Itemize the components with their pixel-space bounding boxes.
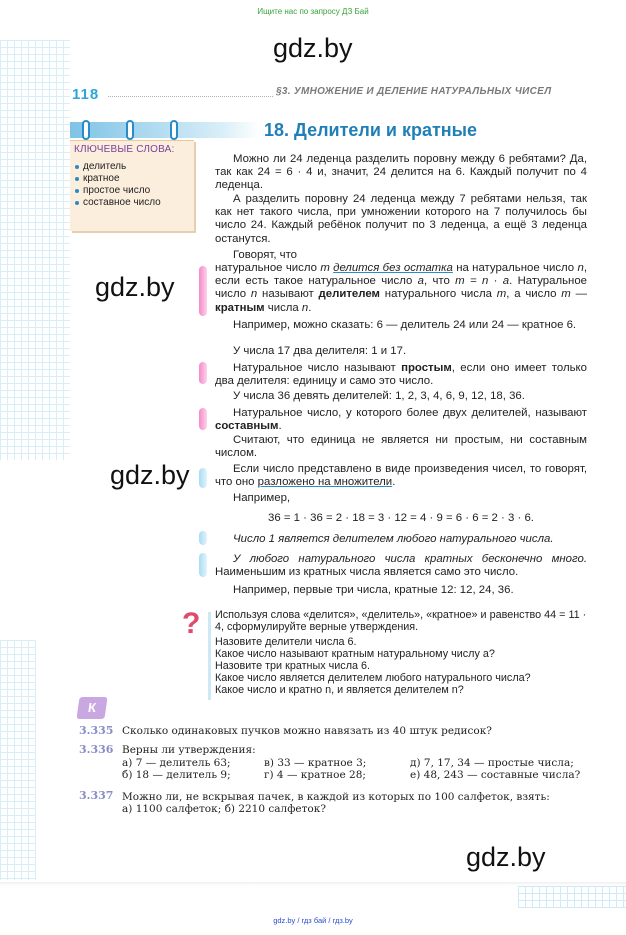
question-item: Назовите делители числа 6. bbox=[215, 636, 357, 648]
var-m: m bbox=[320, 262, 330, 274]
text-fragment: . bbox=[308, 301, 312, 314]
statement-multiples bbox=[215, 553, 587, 579]
exercise-number: 3.337 bbox=[79, 789, 114, 802]
exercise-option: д) 7, 17, 34 — простые числа; bbox=[410, 757, 574, 769]
exercise-number: 3.335 bbox=[79, 724, 114, 737]
grid-decoration-left bbox=[0, 40, 70, 460]
exercise-line: а) 1100 салфеток; б) 2210 салфеток? bbox=[122, 803, 326, 815]
watermark-top: gdz.by bbox=[273, 33, 353, 63]
page-number: 118 bbox=[72, 86, 100, 103]
var-n: n bbox=[301, 301, 309, 314]
watermark-left-middle: gdz.by bbox=[110, 460, 190, 490]
var-m: m bbox=[561, 288, 571, 301]
text-fragment: Наименьшим из кратных числа является само это число. bbox=[215, 566, 519, 579]
paragraph: У числа 36 девять делителей: 1, 2, 3, 4, 6, 9, 12, 18, 36. bbox=[233, 390, 525, 402]
text-fragment: на натуральное число bbox=[452, 262, 578, 274]
paragraph: Считают, что единица не является ни простым, ни составным числом. bbox=[215, 434, 587, 460]
grid-decoration-left-lower bbox=[0, 640, 36, 880]
chapter-title: 18. Делители и кратные bbox=[264, 120, 478, 140]
ring-icon bbox=[126, 120, 134, 140]
text-fragment: У любого натурального числа кратных бесконечно много. bbox=[233, 553, 587, 565]
grid-decoration-bottom-right bbox=[518, 886, 626, 908]
k-badge: К bbox=[76, 697, 107, 719]
text-fragment: , а число bbox=[506, 288, 562, 301]
term-divides: делится без остатка bbox=[333, 262, 453, 274]
text-fragment: , что bbox=[424, 275, 456, 288]
exercise-option: б) 18 — делитель 9; bbox=[122, 769, 231, 781]
paragraph: Например, первые три числа, кратные 12: 12, 24, 36. bbox=[233, 584, 514, 596]
term-multiple: кратным bbox=[215, 301, 265, 314]
top-banner[interactable]: Ищите нас по запросу ДЗ Бай bbox=[257, 7, 369, 16]
paragraph-factoring bbox=[215, 463, 587, 489]
exercise-prompt: Верны ли утверждения: bbox=[122, 744, 256, 756]
definition-divisor bbox=[215, 262, 587, 315]
keyword-item: кратное bbox=[74, 173, 190, 185]
ring-icon bbox=[170, 120, 178, 140]
formula-line: 36 = 1 · 36 = 2 · 18 = 3 · 12 = 4 · 9 = 6 · 6 = 2 · 3 · 6. bbox=[268, 512, 534, 524]
question-mark-icon: ? bbox=[182, 607, 201, 640]
exercise-option: а) 7 — делитель 63; bbox=[122, 757, 231, 769]
formula: m = n · a bbox=[455, 275, 510, 288]
watermark-bottom: gdz.by bbox=[466, 842, 546, 872]
question-item: Назовите три кратных числа 6. bbox=[215, 660, 371, 672]
ring-icon bbox=[82, 120, 90, 140]
keyword-item: простое число bbox=[74, 185, 190, 197]
note-marker bbox=[199, 553, 207, 577]
var-n: n bbox=[577, 262, 584, 274]
text-fragment: числа bbox=[264, 301, 302, 314]
term-prime: простым bbox=[401, 362, 452, 374]
text-fragment: . bbox=[392, 476, 396, 489]
text-fragment: натуральное число bbox=[215, 262, 321, 274]
text-fragment: Натуральное число называют bbox=[233, 362, 402, 374]
exercise-text: Сколько одинаковых пучков можно навязать из 40 штук редисок? bbox=[122, 725, 492, 737]
keyword-item: делитель bbox=[74, 161, 190, 173]
keywords-box bbox=[70, 140, 194, 231]
question-item: Какое число является делителем любого натурального числа? bbox=[215, 672, 531, 684]
note-marker bbox=[199, 468, 207, 488]
exercise-text bbox=[122, 744, 592, 781]
paragraph: У числа 17 два делителя: 1 и 17. bbox=[233, 345, 407, 357]
exercise-option: в) 33 — кратное 3; bbox=[264, 757, 367, 769]
paragraph: Например, можно сказать: 6 — делитель 24 или 24 — кратное 6. bbox=[233, 319, 577, 331]
text-fragment: Натуральное число, у которого более двух делителей, называют bbox=[233, 407, 587, 419]
statement-one-divisor: Число 1 является делителем любого натурального числа. bbox=[233, 533, 554, 545]
exercise-row bbox=[122, 769, 592, 781]
watermark-left-upper: gdz.by bbox=[95, 272, 175, 302]
var-a: a bbox=[417, 275, 424, 288]
definition-composite bbox=[215, 407, 587, 433]
var-n: n bbox=[250, 288, 258, 301]
paragraph: А разделить поровну 24 леденца между 7 ребятами нельзя, так как нет такого числа, при умножении которого на 7 получилось бы число 24. Каждый ребёнок получит по 3 леденца, а ещё 3 леденца останутся. bbox=[215, 193, 587, 245]
text-fragment: называют bbox=[257, 288, 319, 301]
var-m: m bbox=[496, 288, 507, 301]
paragraph: Можно ли 24 леденца разделить поровну между 6 ребятами? Да, так как 24 = 6 · 4 и, значит, 24 делится на 6. Каждый получит по 4 леденца. bbox=[215, 153, 587, 192]
paragraph: Например, bbox=[233, 492, 291, 504]
exercise-number: 3.336 bbox=[79, 743, 114, 756]
exercise-row bbox=[122, 757, 592, 769]
note-marker bbox=[199, 531, 207, 545]
definition-marker bbox=[199, 266, 207, 316]
section-title: §3. УМНОЖЕНИЕ И ДЕЛЕНИЕ НАТУРАЛЬНЫХ ЧИСЕЛ bbox=[276, 86, 552, 97]
exercise-text bbox=[122, 791, 592, 815]
question-item: Какое число и кратно n, и является делителем n? bbox=[215, 684, 464, 696]
term-factored: разложено на множители bbox=[257, 476, 393, 489]
binder-rings bbox=[80, 120, 190, 142]
question-item: Используя слова «делится», «делитель», «кратное» и равенство 44 = 11 · 4, сформулируйте верные утверждения. bbox=[215, 609, 587, 633]
definition-marker bbox=[199, 408, 207, 430]
text-fragment: . Натуральное число bbox=[215, 275, 588, 301]
question-item: Какое число называют кратным натуральному числу a? bbox=[215, 648, 495, 660]
keyword-item: составное число bbox=[74, 197, 190, 209]
text-fragment: , если есть такое натуральное число bbox=[215, 262, 587, 288]
text-fragment: , если оно имеет только два делителя: единицу и само это число. bbox=[215, 362, 587, 388]
definition-prime bbox=[215, 362, 587, 388]
exercise-option: е) 48, 243 — составные числа? bbox=[410, 769, 581, 781]
text-fragment: Если число представлено в виде произведения чисел, то говорят, что оно bbox=[215, 463, 587, 489]
keywords-title: КЛЮЧЕВЫЕ СЛОВА: bbox=[74, 144, 175, 155]
term-divisor: делителем bbox=[318, 288, 380, 301]
text-fragment: — bbox=[570, 288, 587, 301]
text-fragment: . bbox=[278, 420, 282, 433]
definition-marker bbox=[199, 362, 207, 384]
footer-links[interactable]: gdz.by / гдз бай / гдз.by bbox=[273, 916, 353, 925]
questions-bar bbox=[208, 612, 211, 700]
exercise-option: г) 4 — кратное 28; bbox=[264, 769, 366, 781]
term-composite: составным bbox=[215, 420, 279, 433]
paragraph: Говорят, что bbox=[233, 249, 298, 261]
text-fragment: натурального числа bbox=[379, 288, 497, 301]
exercise-line: Можно ли, не вскрывая пачек, в каждой из которых по 100 салфеток, взять: bbox=[122, 791, 550, 803]
header-divider bbox=[108, 96, 273, 97]
